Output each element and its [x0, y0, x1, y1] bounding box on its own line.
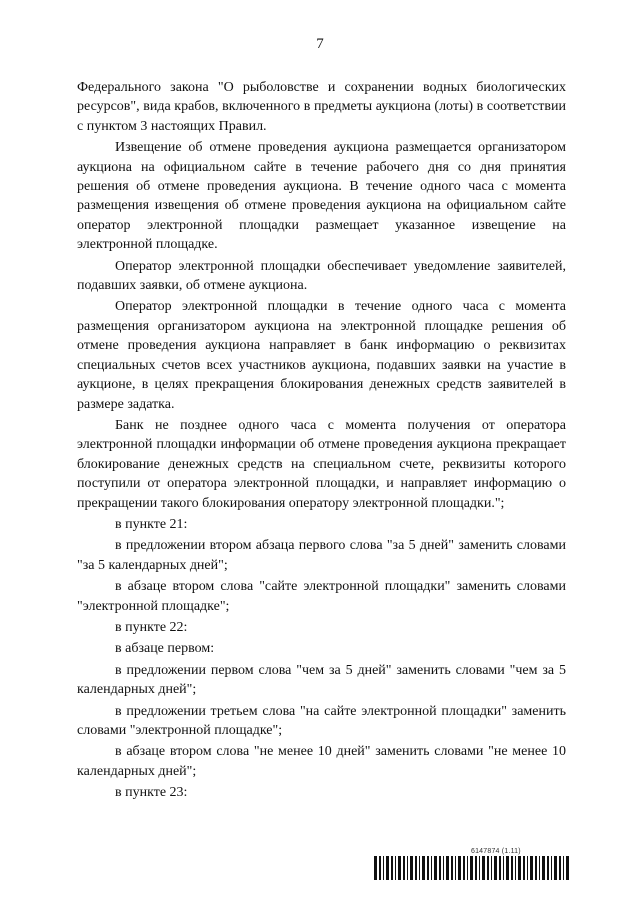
paragraph: в пункте 23:	[115, 785, 188, 801]
document-code: 6147874 (1.11)	[471, 848, 521, 855]
paragraph: в абзаце первом:	[115, 641, 215, 657]
paragraph: Оператор электронной площадки обеспечивает уведомление заявителей, подавших заявки, об отмене аукциона.	[77, 258, 566, 294]
paragraph: в абзаце втором слова "сайте электронной площадки" заменить словами "электронной площадке";	[77, 579, 566, 614]
paragraph: в пункте 22:	[115, 619, 188, 635]
paragraph: Банк не позднее одного часа с момента получения от оператора электронной площадки информации об отмене проведения аукциона прекращает блокирование денежных средств на специальном счете, реквизиты которого поступили от оператора электронной площадки, и направляет информацию о прекращении такого блокирования оператору электронной площадки.";	[77, 417, 566, 511]
paragraph: в абзаце втором слова "не менее 10 дней" заменить словами "не менее 10 календарных дней";	[77, 744, 566, 779]
page-number: 7	[316, 36, 324, 52]
document-body	[77, 78, 566, 805]
paragraph: Извещение об отмене проведения аукциона размещается организатором аукциона на официальном сайте в течение рабочего дня со дня принятия решения об отмене проведения аукциона. В течение одного часа с момента размещения извещения об отмене проведения аукциона на официальном сайте оператор электронной площадки размещает указанное извещение на электронной площадке.	[77, 140, 566, 253]
paragraph: Оператор электронной площадки в течение одного часа с момента размещения организатором аукциона на электронной площадке решения об отмене проведения аукциона направляет в банк информацию о реквизитах специальных счетов всех участников аукциона, подавших заявки на участие в аукционе, в целях прекращения блокирования денежных средств заявителей в размере задатка.	[77, 299, 566, 412]
paragraph: в предложении первом слова "чем за 5 дней" заменить словами "чем за 5 календарных дней";	[77, 662, 566, 698]
barcode-icon	[374, 856, 570, 880]
paragraph: Федерального закона "О рыболовстве и сохранении водных биологических ресурсов", вида крабов, включенного в предметы аукциона (лоты) в соответствии с пунктом 3 настоящих Правил.	[77, 80, 566, 134]
paragraph: в предложении третьем слова "на сайте электронной площадки" заменить словами "электронной площадке";	[77, 703, 566, 738]
paragraph: в предложении втором абзаца первого слова "за 5 дней" заменить словами "за 5 календарных дней";	[77, 538, 566, 573]
paragraph: в пункте 21:	[115, 516, 188, 532]
